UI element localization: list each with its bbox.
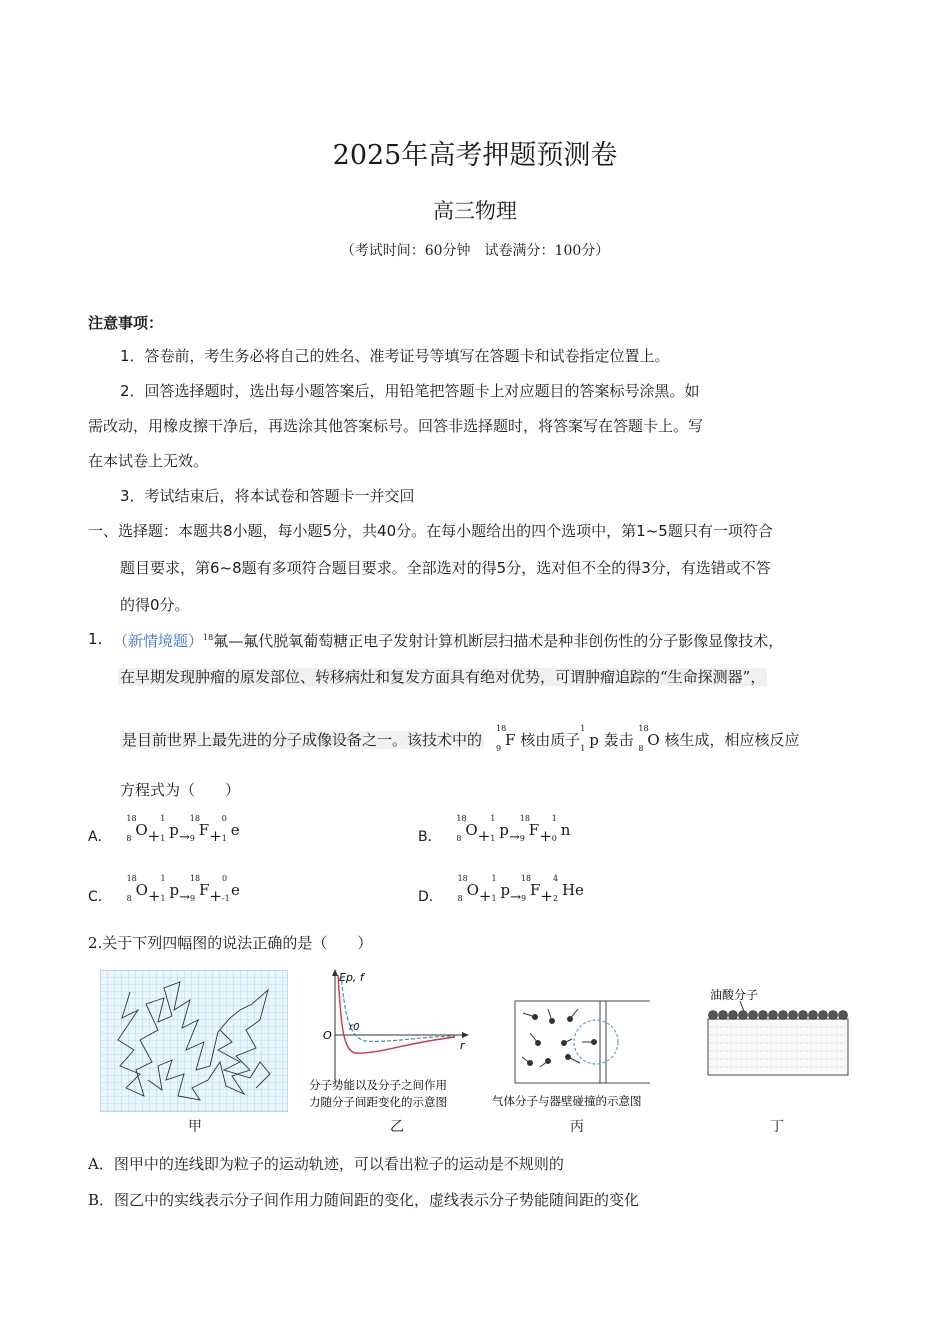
q2-option-b[interactable]: B．图乙中的实线表示分子间作用力随间距的变化，虚线表示分子势能随间距的变化 bbox=[88, 1191, 640, 1209]
figure-potential-energy-curve bbox=[305, 965, 495, 1115]
figure-brownian-motion bbox=[100, 970, 288, 1112]
q1-option-d[interactable]: D． 18 8 O+ 1 1 p→ 18 9 F+ 4 2 He bbox=[418, 874, 584, 905]
notes-item-1: 1．答卷前，考生务必将自己的姓名、准考证号等填写在答题卡和试卷指定位置上。 bbox=[120, 347, 670, 365]
q1-option-a[interactable]: A． 18 8 O+ 1 1 p→ 18 9 F+ 0 1 e bbox=[88, 814, 240, 845]
notes-item-2-line-2: 需改动，用橡皮擦干净后，再选涂其他答案标号。回答非选择题时，将答案写在答题卡上。写 bbox=[88, 417, 704, 435]
q1-line-4: 方程式为（ ） bbox=[120, 781, 241, 799]
figure-label-jia: 甲 bbox=[188, 1119, 202, 1135]
q1-tag: （新情境题） bbox=[113, 632, 204, 650]
q1-line-1-text: 氟—氟代脱氧葡萄糖正电子发射计算机断层扫描术是种非创伤性的分子影像显像技术， bbox=[213, 632, 784, 650]
page-subtitle: 高三物理 bbox=[433, 199, 517, 223]
figure-label-ding: 丁 bbox=[770, 1119, 784, 1135]
fig2-caption-line-1: 分子势能以及分子之间作用 bbox=[309, 1078, 447, 1092]
q1-mass-sup: 18 bbox=[203, 633, 214, 642]
q1-option-b[interactable]: B． 18 8 O+ 1 1 p→ 18 9 F+ 1 0 n bbox=[418, 814, 571, 845]
nuclide-oxygen: 18 8 O bbox=[638, 724, 660, 753]
section-1-line-1: 一、选择题：本题共8小题，每小题5分，共40分。在每小题给出的四个选项中，第1~5题只有一项符合 bbox=[88, 522, 773, 540]
figure-gas-collision bbox=[490, 995, 680, 1113]
q1-option-c[interactable]: C． 18 8 O+ 1 1 p→ 18 9 F+ 0 -1 e bbox=[88, 874, 240, 905]
q1-line-1 bbox=[113, 630, 783, 651]
nuclide-proton: 1 1 p bbox=[580, 724, 599, 753]
q1-line-2 bbox=[118, 666, 767, 687]
page-title: 2025年高考押题预测卷 bbox=[332, 140, 618, 171]
figure-label-yi: 乙 bbox=[390, 1119, 404, 1135]
section-1-line-3: 的得0分。 bbox=[120, 596, 190, 614]
origin-label: O bbox=[323, 1029, 332, 1042]
figure-oleic-acid bbox=[700, 985, 860, 1080]
q1-line-3-b: 核由质子 bbox=[520, 731, 581, 749]
notes-item-2-line-1: 2．回答选择题时，选出每小题答案后，用铅笔把答题卡上对应题目的答案标号涂黑。如 bbox=[120, 382, 700, 400]
notes-item-3: 3．考试结束后，将本试卷和答题卡一并交回 bbox=[120, 487, 415, 505]
notes-item-2-line-3: 在本试卷上无效。 bbox=[88, 452, 209, 470]
fig2-caption-line-2: 力随分子间距变化的示意图 bbox=[309, 1095, 447, 1109]
q1-number: 1. bbox=[88, 630, 103, 648]
section-1-line-2: 题目要求，第6~8题有多项符合题目要求。全部选对的得5分，选对但不全的得3分，有选错或不答 bbox=[120, 559, 771, 577]
fig3-caption: 气体分子与器壁碰撞的示意图 bbox=[492, 1094, 642, 1108]
q1-line-2-text: 在早期发现肿瘤的原发部位、转移病灶和复发方面具有绝对优势，可谓肿瘤追踪的“生命探测器”， bbox=[120, 668, 766, 686]
axis-x-label: r bbox=[460, 1039, 465, 1052]
q1-line-3-d: 核生成，相应核反应 bbox=[664, 731, 800, 749]
q1-line-3-a: 是目前世界上最先进的分子成像设备之一。该技术中的 bbox=[122, 731, 483, 749]
exam-info: （考试时间：60分钟 试卷满分：100分） bbox=[340, 243, 610, 259]
fig4-label: 油酸分子 bbox=[710, 988, 759, 1002]
q1-line-3-c: 轰击 bbox=[603, 731, 634, 749]
nuclide-fluorine: 18 9 F bbox=[496, 724, 516, 753]
axis-y-label: Ep, f bbox=[339, 971, 364, 984]
q2-option-a[interactable]: A．图甲中的连线即为粒子的运动轨迹，可以看出粒子的运动是不规则的 bbox=[88, 1155, 564, 1173]
q1-line-3 bbox=[120, 724, 800, 753]
q2-stem: 2.关于下列四幅图的说法正确的是（ ） bbox=[88, 934, 373, 952]
r0-label: r0 bbox=[349, 1022, 360, 1033]
figure-label-bing: 丙 bbox=[570, 1119, 584, 1135]
notes-heading: 注意事项： bbox=[88, 314, 164, 332]
